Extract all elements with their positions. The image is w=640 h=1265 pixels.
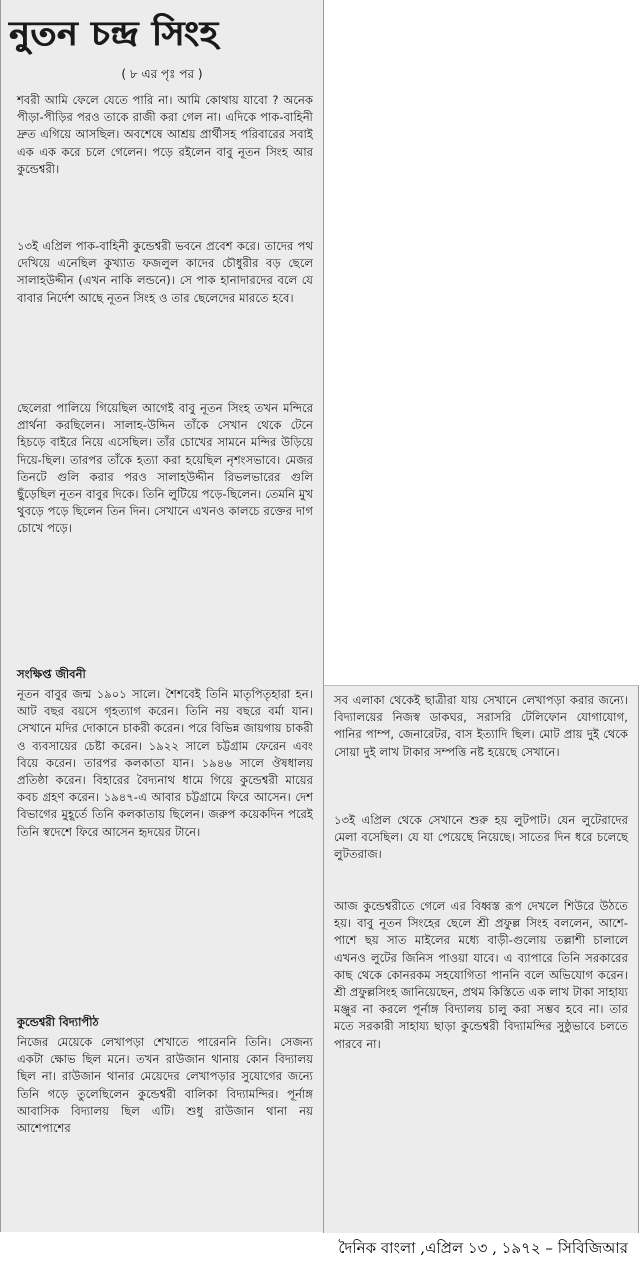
article-paragraph: সব এলাকা থেকেই ছাত্রীরা যায় সেখানে লেখাপড়া করার জন্যে। বিদ্যালয়ের নিজস্ব ডাকঘর, সরাসরি টেলিফোন যোগাযোগ, পানির পাম্প, জেনারেটর, বাস ইত্যাদি ছিল। মোট প্রায় দুই থেকে সোয়া দুই লাখ টাকার সম্পত্তি নষ্ট হয়েছে সেখানে।	[334, 694, 628, 759]
article-paragraph: ১৩ই এপ্রিল পাক-বাহিনী কুন্ডেশ্বরী ভবনে প্রবেশ করে। তাদের পথ দেখিয়ে এনেছিল কুখ্যাত ফজলুল কাদের চৌধুরীর বড় ছেলে সালাহউদ্দীন (এখন নাকি লন্ডনে)। সে পাক হানাদারদের বলে যে বাবার নির্দেশ আছে নূতন সিংহ ও তার ছেলেদের মারতে হবে।	[17, 240, 313, 305]
biography-paragraph: নূতন বাবুর জন্ম ১৯০১ সালে। শৈশবেই তিনি মাতৃপিতৃহারা হন। আট বছর বয়সে গৃহত্যাগ করেন। তিনি নয় বছরে বর্মা যান। সেখানে মদির দোকানে চাকরী করেন। পরে বিভিন্ন জায়গায় চাকরী ও ব্যবসায়ের চেষ্টা করেন। ১৯২২ সালে চট্টগ্রাম ফেরেন এবং বিয়ে করেন। তারপর কলকাতা যান। ১৯৪৬ সালে ঔষধালয় প্রতিষ্ঠা করেন। বিহারের বৈদ্যনাথ ধামে গিয়ে কুন্ডেশ্বরী মায়ের কবচ গ্রহণ করেন। ১৯৪৭-এ আবার চট্টগ্রামে ফিরে আসেন। দেশ বিভাগের মুহূর্তে তিনি কলকাতায় ছিলেন। জরুপ কয়েকদিন পরেই তিনি স্বদেশে ফিরে আসেন হৃদয়ের টানে।	[17, 688, 313, 839]
subheading-biography: সংক্ষিপ্ত জীবনী	[17, 667, 86, 681]
article-headline: নুতন চন্দ্র সিংহ	[9, 14, 219, 54]
subheading-school: কুন্ডেশ্বরী বিদ্যাপীঠ	[17, 1015, 99, 1029]
newspaper-clipping-left-column	[0, 0, 324, 1232]
school-paragraph: নিজের মেয়েকে লেখাপড়া শেখাতে পারেননি তিনি। সেজন্য একটা ক্ষোভ ছিল মনে। তখন রাউজান থানায় কোন বিদ্যালয় ছিল না। রাউজান থানার মেয়েদের লেখাপড়ার সুযোগের জন্যে তিনি গড়ে তুলেছিলেন কুন্ডেশ্বরী বালিকা বিদ্যামন্দির। পূর্নাঙ্গ আবাসিক বিদ্যালয় ছিল এটি। শুধু রাউজান থানা নয় আশেপাশের	[17, 1036, 313, 1136]
newspaper-clipping-right-column	[323, 685, 639, 1233]
continuation-note: ( ৮ এর পৃঃ পর )	[121, 67, 203, 81]
article-paragraph: শবরী আমি ফেলে যেতে পারি না। আমি কোথায় যাবো ? অনেক পীড়া-পীড়ির পরও তাকে রাজী করা গেল না। এদিকে পাক-বাহিনী দ্রুত এগিয়ে আসছিল। অবশেষে আশ্রয় প্রার্থীসহ পরিবারের সবাই এক এক করে চলে গেলেন। পড়ে রইলেন বাবু নূতন সিংহ আর কুন্ডেশ্বরী।	[17, 94, 313, 176]
source-caption: দৈনিক বাংলা ,এপ্রিল ১৩ , ১৯৭২ – সিবিজিআর	[338, 1239, 628, 1257]
article-paragraph: আজ কুন্ডেশ্বরীতে গেলে এর বিধ্বস্ত রূপ দেখলে শিউরে উঠতে হয়। বাবু নূতন সিংহের ছেলে শ্রী প্রফুল্ল সিংহ বললেন, আশে-পাশে ছয় সাত মাইলের মধ্যে বাড়ী-গুলোয় তল্লাশী চালালে এখনও লুটের জিনিস পাওয়া যাবে। এ ব্যাপারে তিনি সরকারের কাছ থেকে কোনরকম সহযোগিতা পাননি বলে অভিযোগ করেন। শ্রী প্রফুল্লসিংহ জানিয়েছেন, প্রথম কিস্তিতে এক লাখ টাকা সাহায্য মঞ্জুর না করলে পূর্নাঙ্গ বিদ্যালয় চালু করা সম্ভব হবে না। তার মতে সরকারী সাহায্য ছাড়া কুন্ডেশ্বরী বিদ্যামন্দির সুষ্ঠুভাবে চলতে পারবে না।	[334, 900, 628, 1051]
article-paragraph: ছেলেরা পালিয়ে গিয়েছিল আগেই বাবু নূতন সিংহ তখন মন্দিরে প্রার্থনা করছিলেন। সালাহ-উদ্দিন তাঁকে সেখান থেকে টেনে হিচড়ে বাইরে নিয়ে এসেছিল। তাঁর চোখের সামনে মন্দির উড়িয়ে দিয়ে-ছিল। তারপর তাঁকে হত্যা করা হয়েছিল নৃশংসভাবে। মেজর তিনটে গুলি করার পরও সালাহউদ্দীন রিভলভারের গুলি ছুঁড়েছিল নূতন বাবুর দিকে। তিনি লুটিয়ে পড়ে-ছিলেন। তেমনি মুখ থুবড়ে পড়ে ছিলেন তিন দিন। সেখানে এখনও কালচে রক্তের দাগ চোখে পড়ে।	[17, 402, 313, 536]
article-paragraph: ১৩ই এপ্রিল থেকে সেখানে শুরু হয় লুটপাট। যেন লুটেরাদের মেলা বসেছিল। যে যা পেয়েছে নিয়েছে। সাতের দিন ধরে চলেছে লুটতরাজ।	[334, 814, 628, 862]
